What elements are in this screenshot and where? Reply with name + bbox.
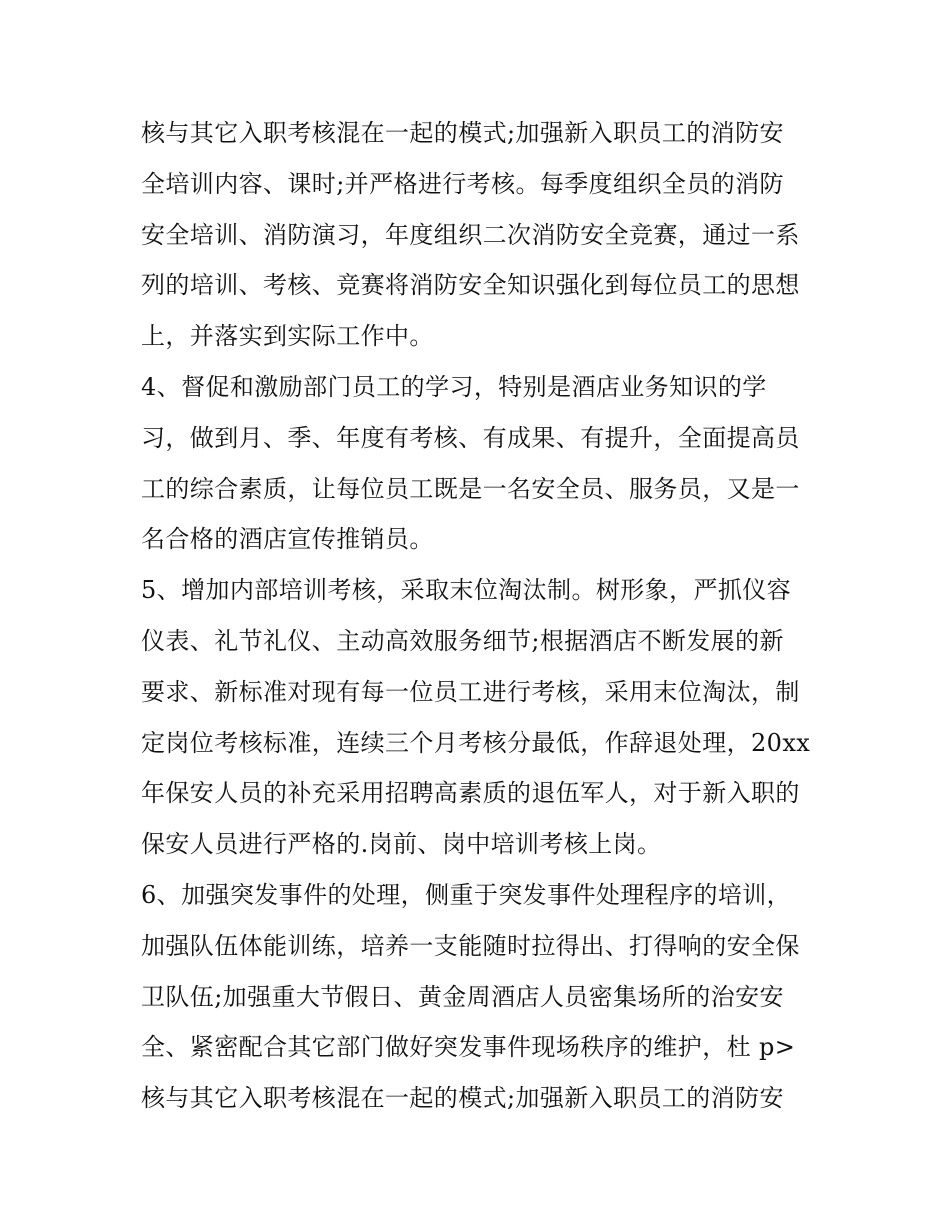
text-line-9: 名合格的酒店宣传推销员。: [141, 525, 434, 554]
text-line-8: 工的综合素质，让每位员工既是一名安全员、服务员，又是一: [141, 474, 800, 503]
text-line-10: 5、增加内部培训考核，采取末位淘汰制。树形象，严抓仪容: [141, 576, 792, 605]
text-line-16: 6、加强突发事件的处理，侧重于突发事件处理程序的培训，: [141, 880, 792, 909]
text-line-6: 4、督促和激励部门员工的学习，特别是酒店业务知识的学: [141, 372, 767, 401]
text-line-17: 加强队伍体能训练，培养一支能随时拉得出、打得响的安全保: [141, 931, 800, 960]
text-line-15: 保安人员进行严格的.岗前、岗中培训考核上岗。: [141, 830, 662, 859]
text-line-20: 核与其它入职考核混在一起的模式;加强新入职员工的消防安: [141, 1084, 784, 1113]
text-line-1: 核与其它入职考核混在一起的模式;加强新入职员工的消防安: [141, 119, 784, 147]
text-line-2: 全培训内容、课时;并严格进行考核。每季度组织全员的消防: [141, 169, 784, 198]
text-line-12: 要求、新标准对现有每一位员工进行考核，采用末位淘汰，制: [141, 677, 800, 706]
text-line-13: 定岗位考核标准，连续三个月考核分最低，作辞退处理，20xx: [141, 728, 811, 757]
text-line-3: 安全培训、消防演习，年度组织二次消防安全竞赛，通过一系: [141, 220, 800, 249]
body-text: [141, 108, 821, 1124]
text-line-18: 卫队伍;加强重大节假日、黄金周酒店人员密集场所的治安安: [141, 982, 784, 1011]
text-line-19: 全、紧密配合其它部门做好突发事件现场秩序的维护，杜 p>: [141, 1033, 796, 1062]
text-line-4: 列的培训、考核、竞赛将消防安全知识强化到每位员工的思想: [141, 271, 800, 300]
text-line-11: 仪表、礼节礼仪、主动高效服务细节;根据酒店不断发展的新: [141, 626, 784, 655]
text-line-14: 年保安人员的补充采用招聘高素质的退伍军人，对于新入职的: [141, 779, 800, 808]
text-line-5: 上，并落实到实际工作中。: [141, 322, 434, 351]
text-line-7: 习，做到月、季、年度有考核、有成果、有提升，全面提高员: [141, 423, 800, 452]
